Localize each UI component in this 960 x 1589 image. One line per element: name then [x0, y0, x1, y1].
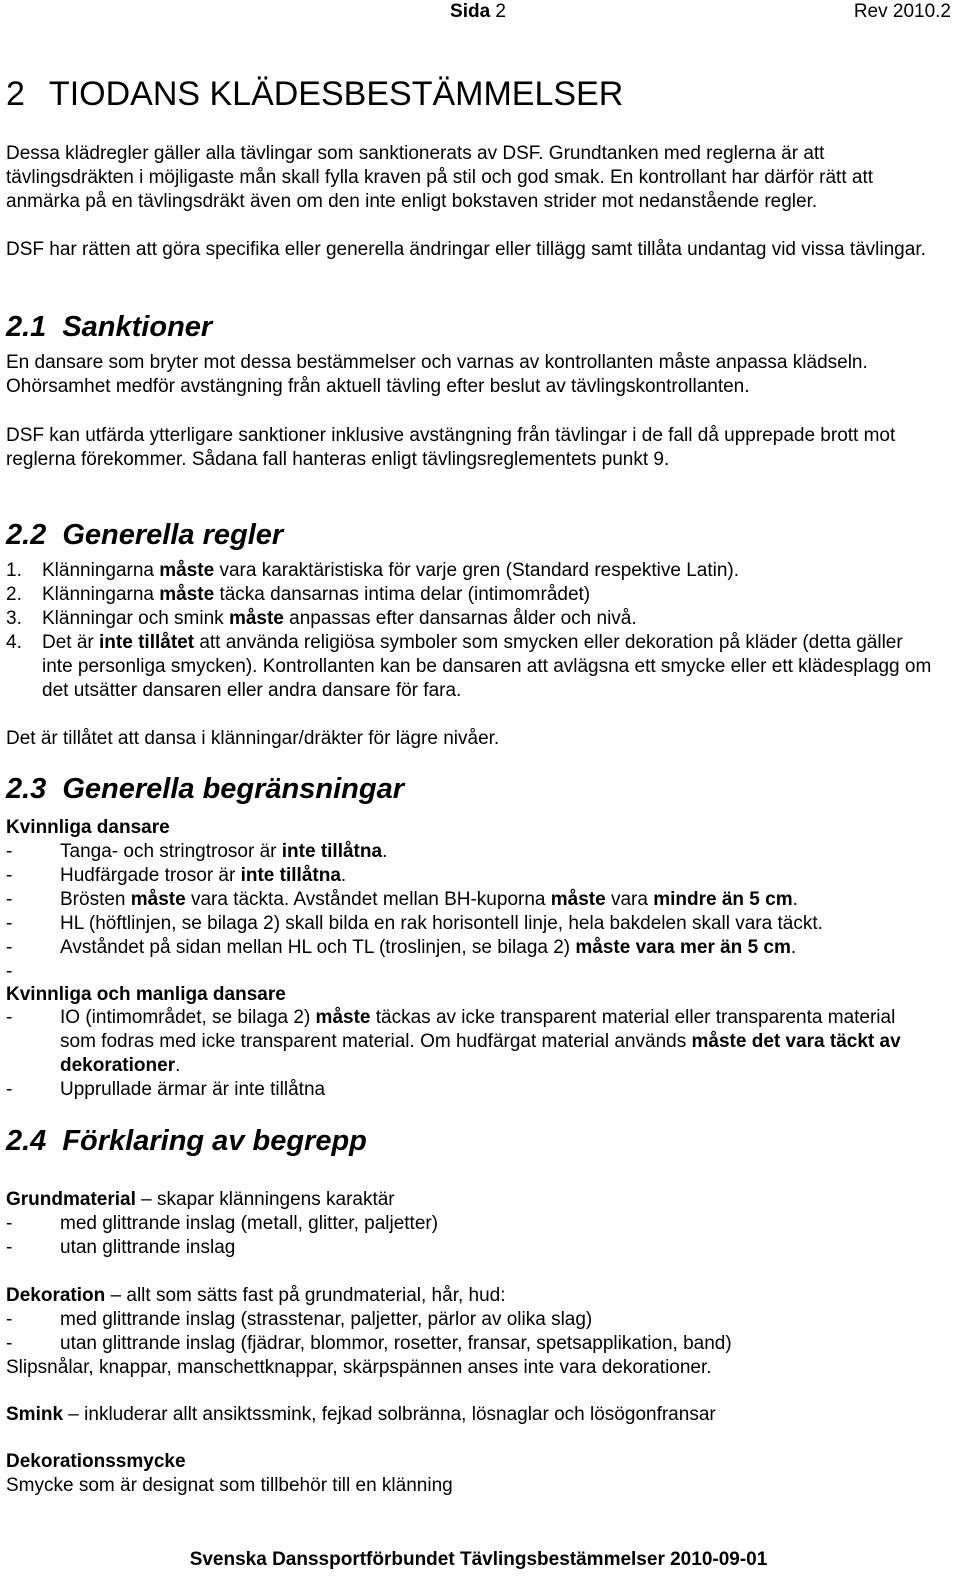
heading-generella-begransningar: 2.3 Generella begränsningar [6, 773, 404, 805]
list-item: - Hudfärgade trosor är inte tillåtna. [6, 865, 347, 886]
revision-label: Rev 2010.2 [853, 1, 951, 22]
list-item: - [6, 961, 13, 982]
section-title: 2 TIODANS KLÄDESBESTÄMMELSER [6, 75, 624, 113]
list-item: 4. Det är inte tillåtet att använda religiösa symboler som smycken eller dekoration på kläder (detta gäller inte personliga smycken). Kontrollanten kan be dansaren att avlägsna ett smycke eller ett klädesplagg om det utsätter dansaren eller andra dansare för fara. [6, 632, 932, 701]
list-item: - utan glittrande inslag [6, 1237, 236, 1258]
list-item: 2. Klänningarna måste täcka dansarnas intima delar (intimområdet) [6, 584, 591, 605]
heading-generella-regler: 2.2 Generella regler [6, 519, 284, 551]
heading-forklaring-av-begrepp: 2.4 Förklaring av begrepp [6, 1125, 367, 1157]
dekoration-list [6, 1308, 936, 1356]
list-item: - med glittrande inslag (strasstenar, paljetter, pärlor av olika slag) [6, 1309, 593, 1330]
page-number: Sida 2 [450, 1, 506, 22]
list-item: - Upprullade ärmar är inte tillåtna [6, 1079, 326, 1100]
sanction-paragraph-2: DSF kan utfärda ytterligare sanktioner inklusive avstängning från tävlingar i de fall då upprepade brott mot reglerna förekommer. Sådana fall hanteras enligt tävlingsreglementets punkt 9. [6, 425, 896, 470]
dekoration-note: Slipsnålar, knappar, manschettknappar, skärpspännen anses inte vara dekorationer. [6, 1357, 712, 1378]
female-rules-list [6, 840, 936, 984]
list-item: 1. Klänningarna måste vara karaktäristiska för varje gren (Standard respektive Latin). [6, 560, 740, 581]
dsf-rights-paragraph: DSF har rätten att göra specifika eller generella ändringar eller tillägg samt tillåta undantag vid vissa tävlingar. [6, 239, 926, 260]
term-dekorationssmycke: Dekorationssmycke [6, 1451, 186, 1472]
mixed-rules-list [6, 1006, 936, 1102]
lower-level-note: Det är tillåtet att dansa i klänningar/dräkter för lägre nivåer. [6, 728, 500, 749]
list-item: 3. Klänningar och smink måste anpassas efter dansarnas ålder och nivå. [6, 608, 637, 629]
heading-sanktioner: 2.1 Sanktioner [6, 311, 213, 343]
list-item: - med glittrande inslag (metall, glitter, paljetter) [6, 1213, 439, 1234]
list-item: - Brösten måste vara täckta. Avståndet mellan BH-kuporna måste vara mindre än 5 cm. [6, 889, 798, 910]
mixed-dancers-heading: Kvinnliga och manliga dansare [6, 984, 286, 1005]
dekorationssmycke-definition: Smycke som är designat som tillbehör till en klänning [6, 1475, 453, 1496]
term-smink: Smink – inkluderar allt ansiktssmink, fejkad solbränna, lösnaglar och lösögonfransar [6, 1404, 716, 1425]
page-footer: Svenska Danssportförbundet Tävlingsbestämmelser 2010-09-01 [189, 1549, 768, 1570]
list-item: - Tanga- och stringtrosor är inte tillåtna. [6, 841, 388, 862]
list-item: - IO (intimområdet, se bilaga 2) måste täckas av icke transparent material eller transparenta material som fodras med icke transparent material. Om hudfärgat material används måste det vara täckt av dekorationer. [6, 1007, 901, 1076]
intro-paragraph: Dessa klädregler gäller alla tävlingar som sanktionerats av DSF. Grundtanken med reglerna är att tävlingsdräkten i möjligaste mån skall fylla kraven på stil och god smak. En kontrollant har därför rätt att anmärka på en tävlingsdräkt även om den inte enligt bokstaven strider mot nedanstående regler. [6, 143, 874, 212]
grundmaterial-list [6, 1212, 936, 1260]
list-item: - Avståndet på sidan mellan HL och TL (troslinjen, se bilaga 2) måste vara mer än 5 cm. [6, 937, 797, 958]
list-item: - HL (höftlinjen, se bilaga 2) skall bilda en rak horisontell linje, hela bakdelen skall vara täckt. [6, 913, 823, 934]
term-grundmaterial: Grundmaterial – skapar klänningens karaktär [6, 1189, 395, 1210]
list-item: - utan glittrande inslag (fjädrar, blommor, rosetter, fransar, spetsapplikation, band) [6, 1333, 732, 1354]
general-rules-list [6, 559, 936, 703]
sanction-paragraph-1: En dansare som bryter mot dessa bestämmelser och varnas av kontrollanten måste anpassa klädseln. Ohörsamhet medför avstängning från aktuell tävling efter beslut av tävlingskontrollanten. [6, 352, 868, 397]
female-dancers-heading: Kvinnliga dansare [6, 817, 170, 838]
term-dekoration: Dekoration – allt som sätts fast på grundmaterial, hår, hud: [6, 1285, 506, 1306]
page-header [6, 0, 951, 24]
